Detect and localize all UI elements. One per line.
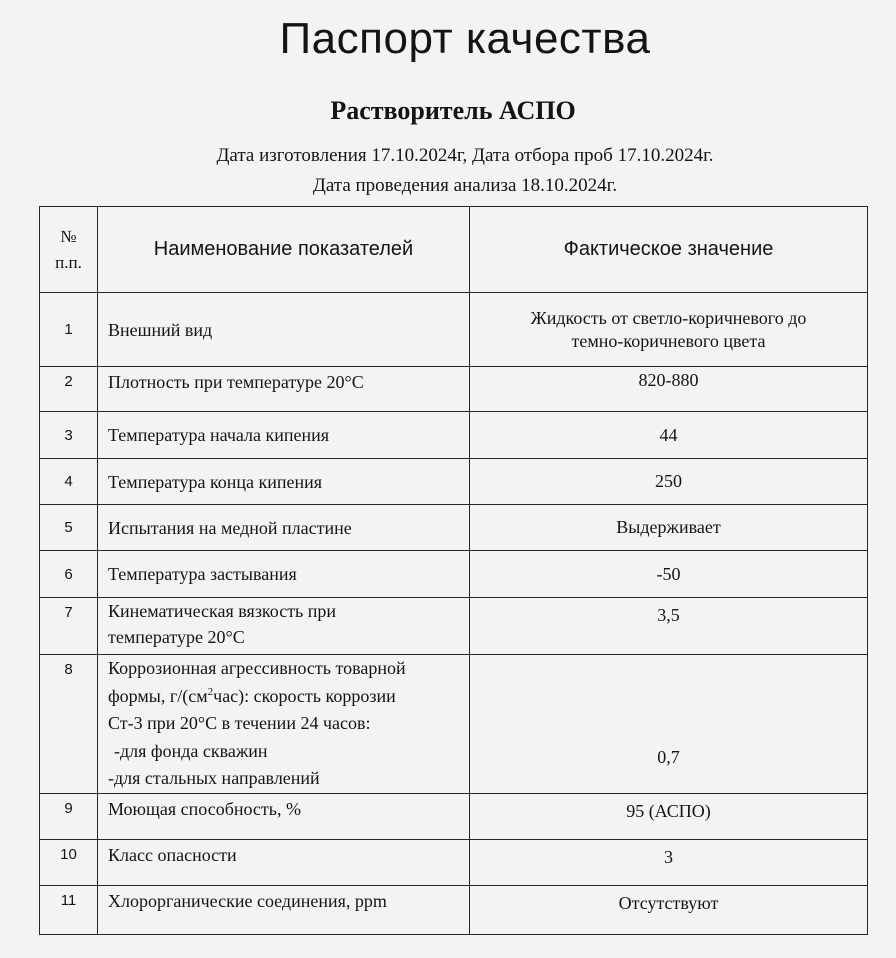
row-value: Жидкость от светло-коричневого до темно-коричневого цвета bbox=[470, 293, 868, 367]
row-value: Отсутствуют bbox=[470, 886, 868, 935]
table-row bbox=[40, 598, 868, 655]
row-number: 3 bbox=[40, 412, 98, 459]
table-row bbox=[40, 367, 868, 412]
header-actual-value: Фактическое значение bbox=[470, 207, 868, 293]
table-row bbox=[40, 794, 868, 840]
table-row bbox=[40, 459, 868, 505]
row-name: Хлорорганические соединения, ppm bbox=[98, 886, 470, 935]
row-name: Температура застывания bbox=[98, 551, 470, 598]
page-title: Паспорт качества bbox=[279, 14, 651, 63]
row-name: Испытания на медной пластине bbox=[98, 505, 470, 551]
row-name: Моющая способность, % bbox=[98, 794, 470, 840]
analysis-date-line: Дата проведения анализа 18.10.2024г. bbox=[312, 175, 618, 196]
table-row bbox=[40, 505, 868, 551]
table-row bbox=[40, 293, 868, 367]
row-number: 8 bbox=[40, 655, 98, 794]
row-number: 6 bbox=[40, 551, 98, 598]
row-number: 9 bbox=[40, 794, 98, 840]
row-number: 11 bbox=[40, 886, 98, 935]
table-row bbox=[40, 886, 868, 935]
row-number: 4 bbox=[40, 459, 98, 505]
table-row bbox=[40, 412, 868, 459]
row-number: 10 bbox=[40, 840, 98, 886]
header-number: № п.п. bbox=[40, 207, 98, 293]
row-name: Кинематическая вязкость при температуре 20°С bbox=[98, 598, 470, 655]
quality-table bbox=[39, 206, 868, 935]
product-name: Растворитель АСПО bbox=[330, 96, 576, 125]
row-value: 3 bbox=[470, 840, 868, 886]
row-name: Класс опасности bbox=[98, 840, 470, 886]
row-value: 95 (АСПО) bbox=[470, 794, 868, 840]
row-name: Коррозионная агрессивность товарной формы, $г/(см^2час)$: скорость коррозии Ст-3 при 20°С в течении 24 часов: -для фонда скважин -для стальных направлений bbox=[98, 655, 470, 794]
table-row bbox=[40, 840, 868, 886]
row-value: 0,7 bbox=[470, 655, 868, 794]
production-date-line: Дата изготовления 17.10.2024г, Дата отбора проб 17.10.2024г. bbox=[216, 145, 714, 166]
row-number: 7 bbox=[40, 598, 98, 655]
header-indicator-name: Наименование показателей bbox=[98, 207, 470, 293]
row-name: Внешний вид bbox=[98, 293, 470, 367]
row-name: Плотность при температуре 20°С bbox=[98, 367, 470, 412]
table-header-row bbox=[40, 207, 868, 293]
row-number: 2 bbox=[40, 367, 98, 412]
row-value: 820-880 bbox=[470, 367, 868, 412]
table-row bbox=[40, 655, 868, 794]
row-value: 250 bbox=[470, 459, 868, 505]
row-name: Температура конца кипения bbox=[98, 459, 470, 505]
row-value: -50 bbox=[470, 551, 868, 598]
row-value: Выдерживает bbox=[470, 505, 868, 551]
row-value: 44 bbox=[470, 412, 868, 459]
row-number: 5 bbox=[40, 505, 98, 551]
row-name: Температура начала кипения bbox=[98, 412, 470, 459]
row-number: 1 bbox=[40, 293, 98, 367]
table-row bbox=[40, 551, 868, 598]
row-value: 3,5 bbox=[470, 598, 868, 655]
